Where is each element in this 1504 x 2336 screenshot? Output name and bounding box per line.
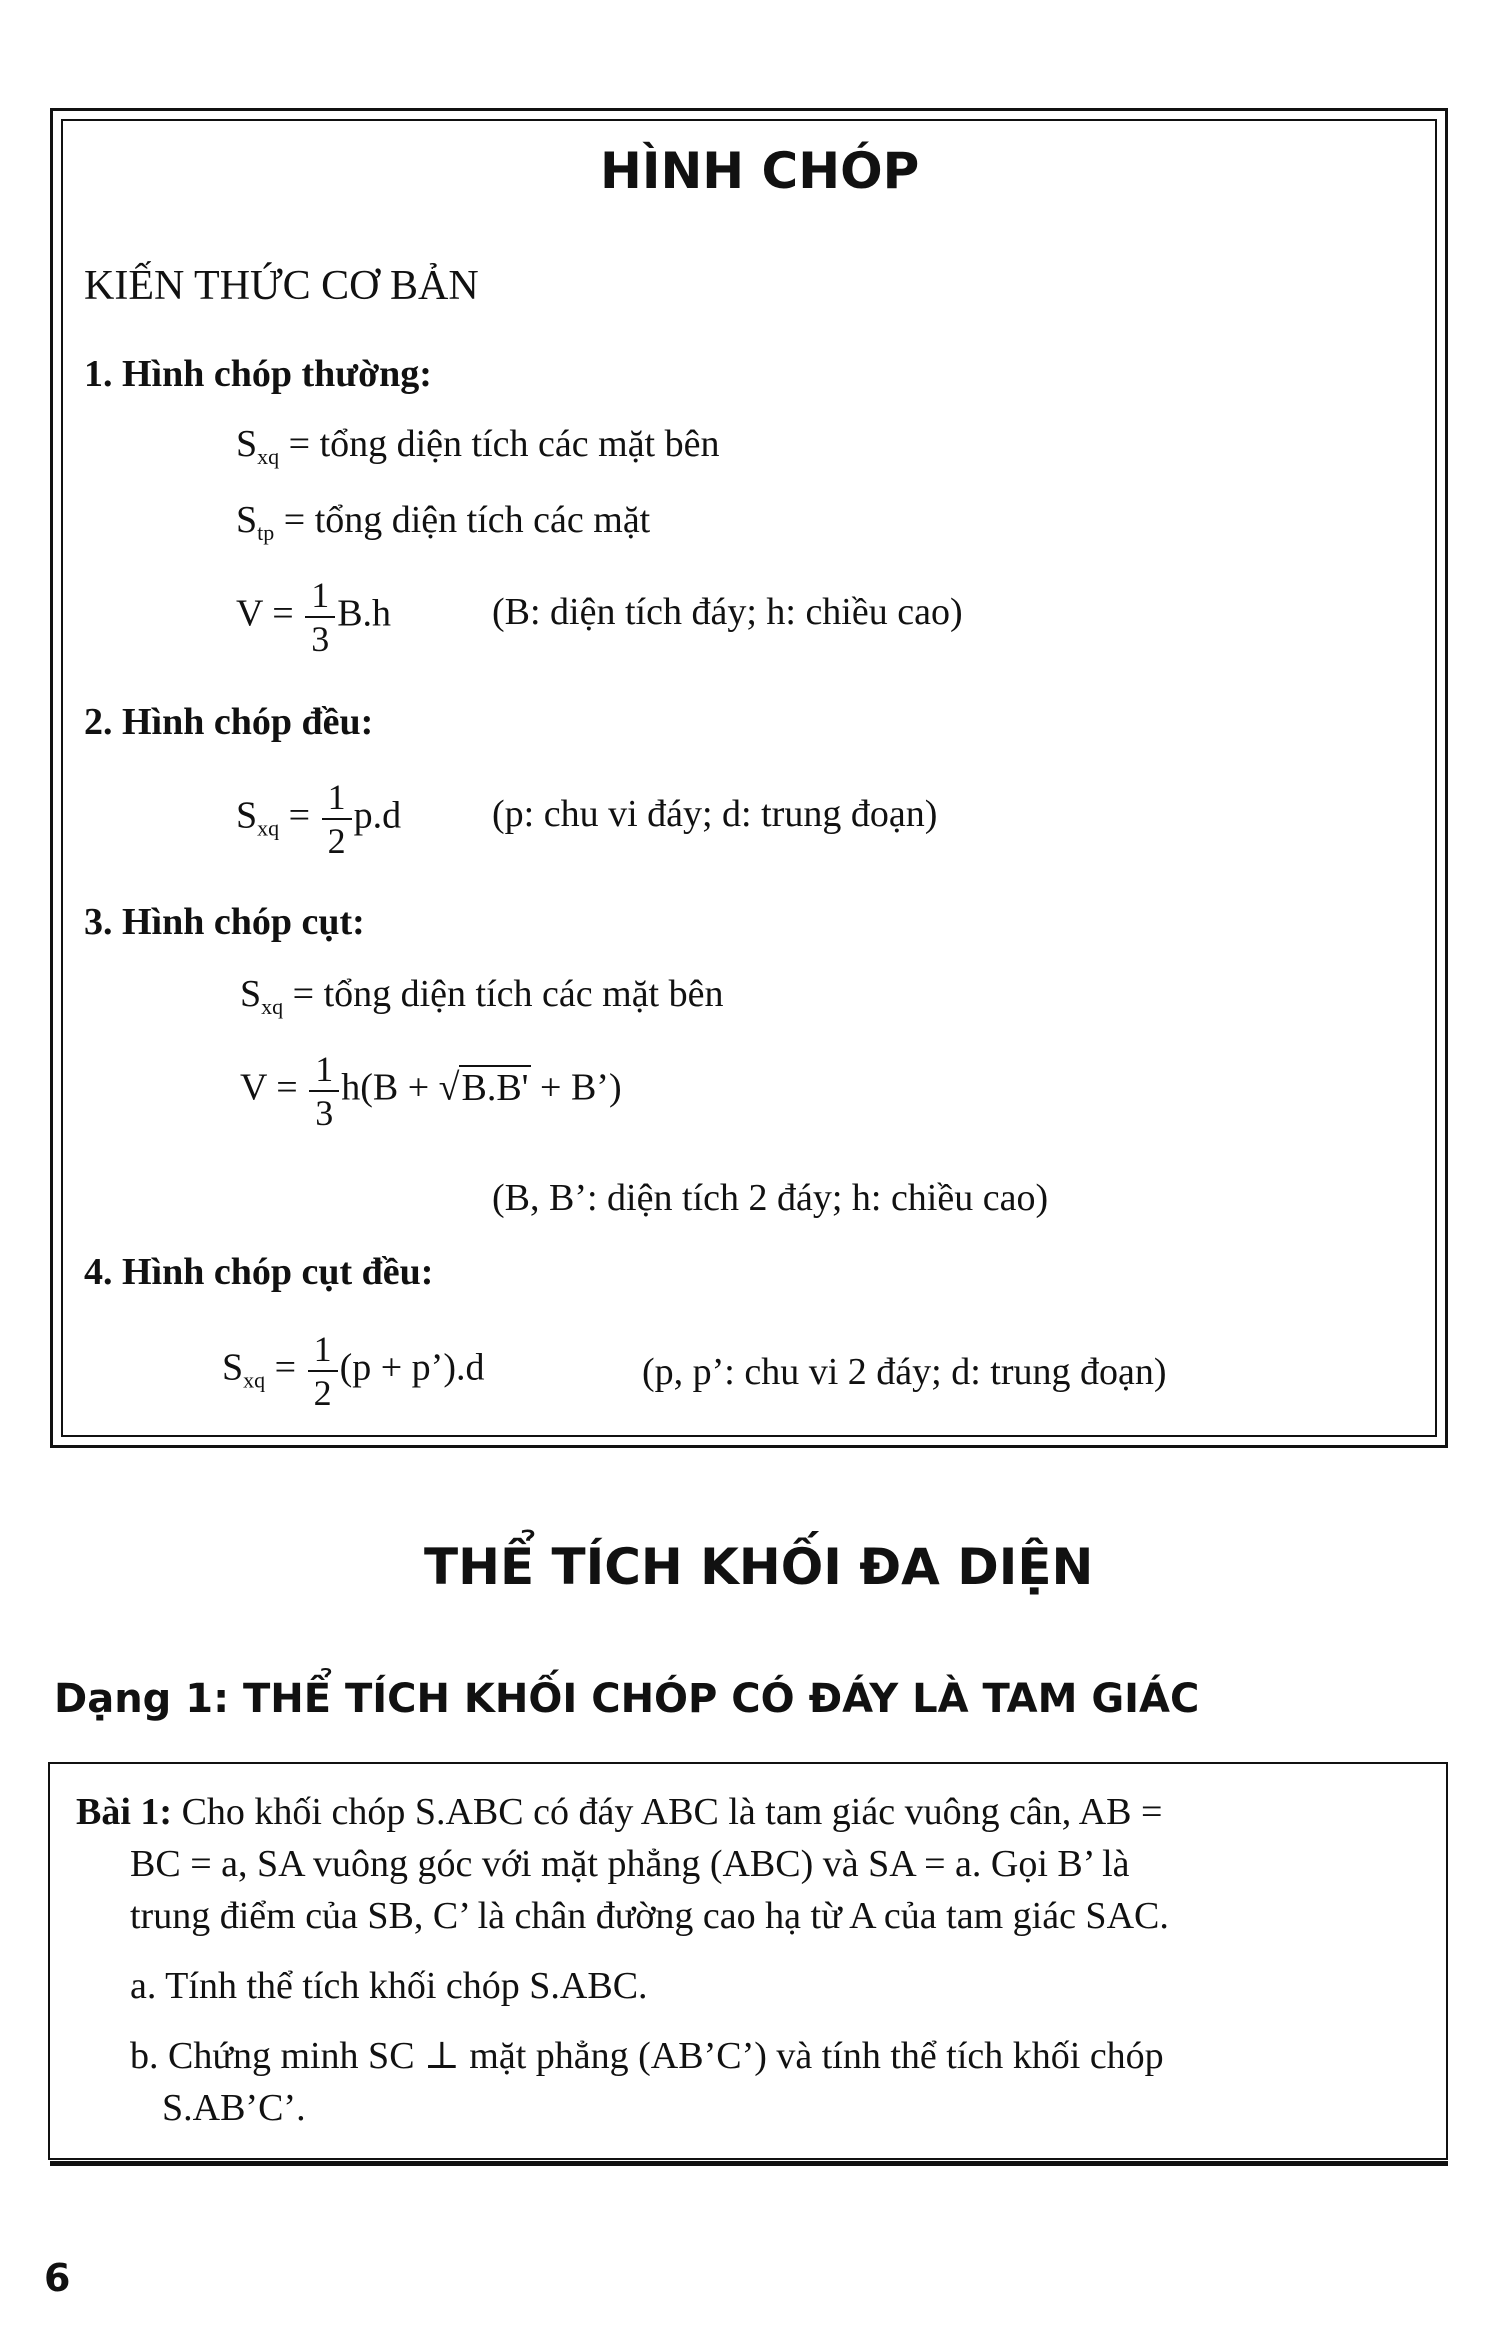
s3-note: (B, B’: diện tích 2 đáy; h: chiều cao) xyxy=(492,1177,1049,1219)
volume-rest: B.h xyxy=(337,592,392,635)
s3-volume-formula: V = $\frac{1}{3}$ h(B + √B.B' + B’) xyxy=(240,1049,622,1133)
exercise-line-1: Bài 1: Cho khối chóp S.ABC có đáy ABC là tam giác vuông cân, AB = xyxy=(76,1791,1163,1833)
s1-volume-note: (B: diện tích đáy; h: chiều cao) xyxy=(492,591,963,633)
volume-lhs: V = xyxy=(236,592,294,635)
s1-volume-formula xyxy=(236,574,391,660)
exercise-label: Bài 1: xyxy=(76,1791,173,1833)
box-subtitle: KIẾN THỨC CƠ BẢN xyxy=(84,263,479,309)
exercise-text xyxy=(76,1786,1426,2134)
s4-sxq-formula: $S_{xq}$ = $\frac{1}{2}$ (p + p’).d xyxy=(222,1329,485,1413)
fraction-one-third: $\frac{1}{3}$ xyxy=(305,574,335,660)
exercise-line-3: trung điểm của SB, C’ là chân đường cao hạ từ A của tam giác SAC. xyxy=(130,1895,1169,1937)
s2-heading: 2. Hình chóp đều: xyxy=(84,701,374,743)
s2-note: (p: chu vi đáy; d: trung đoạn) xyxy=(492,793,938,835)
stp-subscript: tp xyxy=(257,520,275,545)
dang-title: Dạng 1: THỂ TÍCH KHỐI CHÓP CÓ ĐÁY LÀ TAM GIÁC xyxy=(54,1676,1200,1722)
exercise-part-b-line-1: b. Chứng minh SC ⊥ mặt phẳng (AB’C’) và tính thể tích khối chóp xyxy=(130,2035,1164,2077)
stp-symbol: S xyxy=(236,499,258,541)
sxq-definition: = tổng diện tích các mặt bên xyxy=(288,423,720,465)
s1-stp-formula xyxy=(236,498,650,546)
s1-heading: 1. Hình chóp thường: xyxy=(84,353,432,395)
s2-sxq-formula: $S_{xq}$ = $\frac{1}{2}$ p.d xyxy=(236,777,402,861)
fraction-one-third: $\frac{1}{3}$ xyxy=(309,1048,339,1134)
square-root: √B.B' xyxy=(438,1066,529,1109)
s4-heading: 4. Hình chóp cụt đều: xyxy=(84,1251,434,1293)
exercise-part-b-line-2: S.AB’C’. xyxy=(162,2087,306,2129)
stp-definition: = tổng diện tích các mặt xyxy=(283,499,651,541)
exercise-line-2: BC = a, SA vuông góc với mặt phẳng (ABC) và SA = a. Gọi B’ là xyxy=(130,1843,1130,1885)
page-number: 6 xyxy=(44,2256,71,2300)
sxq-symbol: S xyxy=(236,423,258,465)
sxq-subscript: xq xyxy=(257,444,280,469)
s1-sxq-formula xyxy=(236,422,719,470)
section-title: THỂ TÍCH KHỐI ĐA DIỆN xyxy=(424,1538,1094,1596)
s3-sxq-formula: $S_{xq}$ = tổng diện tích các mặt bên xyxy=(240,973,724,1019)
exercise-part-a: a. Tính thể tích khối chóp S.ABC. xyxy=(130,1965,648,2007)
exercise-box-bottom-rule xyxy=(50,2161,1448,2166)
fraction-one-half: $\frac{1}{2}$ xyxy=(308,1328,338,1414)
box-title: HÌNH CHÓP xyxy=(600,142,920,200)
s3-heading: 3. Hình chóp cụt: xyxy=(84,901,365,943)
fraction-one-half: $\frac{1}{2}$ xyxy=(322,776,352,862)
s4-note: (p, p’: chu vi 2 đáy; d: trung đoạn) xyxy=(642,1351,1167,1393)
